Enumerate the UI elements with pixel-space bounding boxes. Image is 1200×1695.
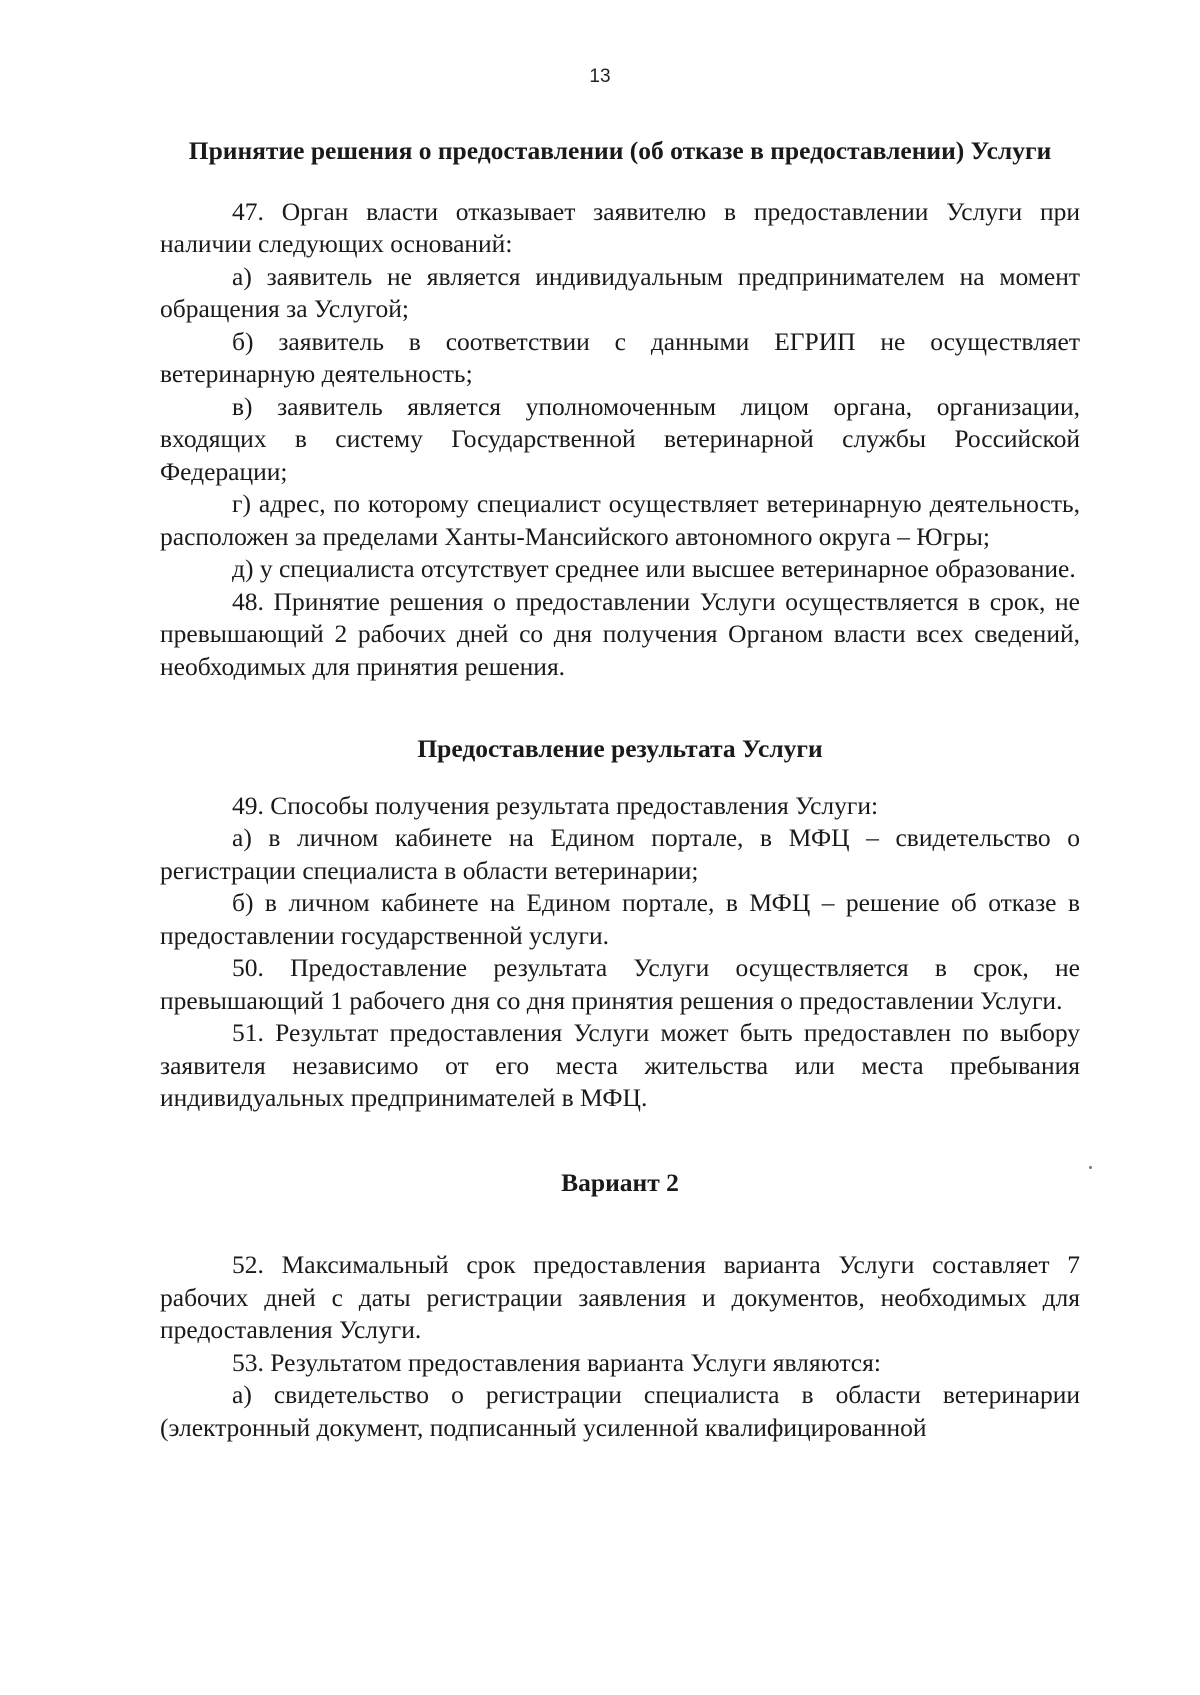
paragraph-52: 52. Максимальный срок предоставления варианта Услуги составляет 7 рабочих дней с даты регистрации заявления и документов, необходимых для предоставления Услуги. (160, 1250, 1080, 1344)
paragraph-47-b: б) заявитель в соответствии с данными ЕГРИП не осуществляет ветеринарную деятельность; (160, 326, 1080, 388)
paragraph-49-b: б) в личном кабинете на Едином портале, в МФЦ – решение об отказе в предоставлении государственной услуги. (160, 888, 1080, 950)
paragraph-49: 49. Способы получения результата предоставления Услуги: (232, 790, 879, 820)
paragraph-53: 53. Результатом предоставления варианта Услуги являются: (232, 1347, 881, 1377)
section-title-result: Предоставление результата Услуги (417, 734, 823, 763)
section-title-decision: Принятие решения о предоставлении (об отказе в предоставлении) Услуги (188, 136, 1052, 165)
paragraph-47-a: а) заявитель не является индивидуальным предпринимателем на момент обращения за Услугой; (160, 261, 1080, 323)
paragraph-49-a: а) в личном кабинете на Едином портале, в МФЦ – свидетельство о регистрации специалиста в области ветеринарии; (160, 823, 1080, 885)
section-title-variant-2: Вариант 2 (561, 1167, 679, 1197)
scan-speck (1089, 1166, 1092, 1169)
page-number: 13 (589, 66, 611, 87)
paragraph-50: 50. Предоставление результата Услуги осуществляется в срок, не превышающий 1 рабочего дня со дня принятия решения о предоставлении Услуги. (160, 953, 1080, 1015)
paragraph-47-v: в) заявитель является уполномоченным лицом органа, организации, входящих в систему Государственной ветеринарной службы Российской Федерации; (160, 391, 1080, 486)
paragraph-51: 51. Результат предоставления Услуги может быть предоставлен по выбору заявителя независимо от его места жительства или места пребывания индивидуальных предпринимателей в МФЦ. (160, 1018, 1080, 1112)
paragraph-47: 47. Орган власти отказывает заявителю в предоставлении Услуги при наличии следующих оснований: (160, 196, 1080, 258)
paragraph-47-d: д) у специалиста отсутствует среднее или высшее ветеринарное образование. (232, 554, 1076, 583)
paragraph-47-g: г) адрес, по которому специалист осуществляет ветеринарную деятельность, расположен за пределами Ханты-Мансийского автономного округа – Югры; (160, 489, 1080, 551)
document-body (160, 135, 1080, 1444)
paragraph-53-a: а) свидетельство о регистрации специалиста в области ветеринарии (электронный документ, подписанный усиленной квалифицированной (160, 1380, 1080, 1442)
paragraph-48: 48. Принятие решения о предоставлении Услуги осуществляется в срок, не превышающий 2 рабочих дней со дня получения Органом власти всех сведений, необходимых для принятия решения. (160, 586, 1080, 681)
